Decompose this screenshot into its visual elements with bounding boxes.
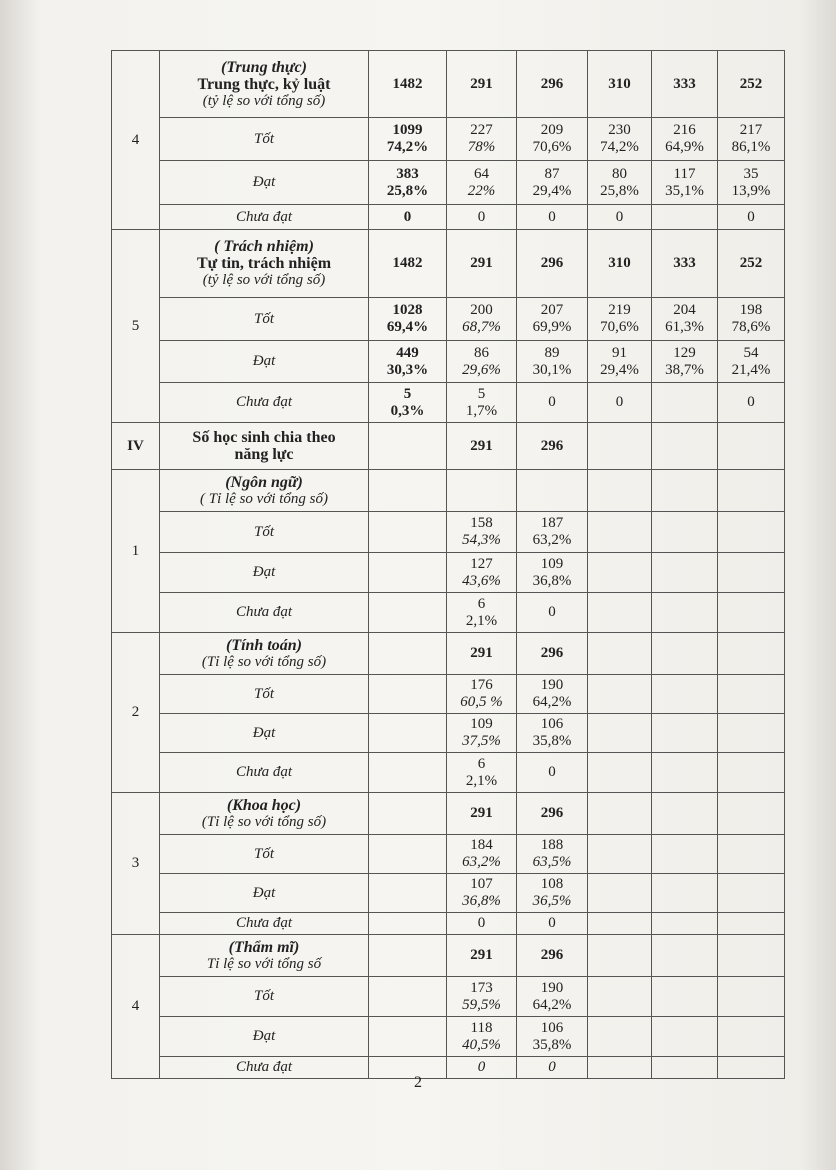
value-cell: 449 30,3% (369, 341, 447, 383)
level-label: Đạt (160, 341, 369, 383)
value-cell: 1099 74,2% (369, 118, 447, 161)
level-label: Đạt (160, 714, 369, 753)
total-cell: 333 (652, 230, 718, 298)
empty-cell (718, 423, 785, 470)
value-cell: 35 13,9% (718, 161, 785, 205)
total-cell: 291 (447, 423, 517, 470)
total-cell: 296 (517, 423, 588, 470)
total-cell: 296 (517, 51, 588, 118)
value-cell: 198 78,6% (718, 298, 785, 341)
value-cell: 0 (517, 753, 588, 793)
level-label: Chưa đạt (160, 205, 369, 230)
criterion-header: (Thẩm mĩ) Tỉ lệ so với tổng số (160, 935, 369, 977)
table-row (112, 913, 785, 935)
value-cell: 109 37,5% (447, 714, 517, 753)
level-label: Tốt (160, 675, 369, 714)
value-cell: 188 63,5% (517, 835, 588, 874)
total-cell: 291 (447, 935, 517, 977)
table-row (112, 977, 785, 1017)
value-cell: 1028 69,4% (369, 298, 447, 341)
total-cell: 291 (447, 51, 517, 118)
level-label: Đạt (160, 1017, 369, 1057)
table-row (112, 714, 785, 753)
value-cell: 127 43,6% (447, 553, 517, 593)
level-label: Tốt (160, 512, 369, 553)
value-cell: 200 68,7% (447, 298, 517, 341)
total-cell: 1482 (369, 51, 447, 118)
value-cell: 0 (718, 383, 785, 423)
value-cell: 173 59,5% (447, 977, 517, 1017)
value-cell: 117 35,1% (652, 161, 718, 205)
total-cell: 296 (517, 633, 588, 675)
total-cell: 291 (447, 633, 517, 675)
level-label: Chưa đạt (160, 1057, 369, 1079)
page-number: 2 (414, 1074, 422, 1091)
table-row (112, 341, 785, 383)
value-cell: 0 (517, 205, 588, 230)
total-cell: 291 (447, 230, 517, 298)
value-cell: 129 38,7% (652, 341, 718, 383)
level-label: Tốt (160, 298, 369, 341)
level-label: Chưa đạt (160, 753, 369, 793)
criterion-header: ( Trách nhiệm) Tự tin, trách nhiệm (tỷ lệ so với tổng số) (160, 230, 369, 298)
table-row (112, 753, 785, 793)
total-cell: 252 (718, 230, 785, 298)
level-label: Tốt (160, 977, 369, 1017)
statistics-table (111, 50, 785, 1079)
value-cell: 204 61,3% (652, 298, 718, 341)
value-cell: 87 29,4% (517, 161, 588, 205)
value-cell: 80 25,8% (588, 161, 652, 205)
value-cell: 0 (369, 205, 447, 230)
table-row (112, 161, 785, 205)
criterion-header: (Ngôn ngữ) ( Tỉ lệ so với tổng số) (160, 470, 369, 512)
level-label: Đạt (160, 553, 369, 593)
table-row (112, 1017, 785, 1057)
table-row (112, 118, 785, 161)
table-row (112, 874, 785, 913)
value-cell: 190 64,2% (517, 675, 588, 714)
empty-cell (652, 423, 718, 470)
value-cell: 219 70,6% (588, 298, 652, 341)
level-label: Tốt (160, 118, 369, 161)
value-cell: 230 74,2% (588, 118, 652, 161)
total-cell: 296 (517, 935, 588, 977)
empty-cell (588, 423, 652, 470)
row-index: 2 (112, 633, 160, 793)
total-cell: 310 (588, 51, 652, 118)
value-cell: 383 25,8% (369, 161, 447, 205)
table-row (112, 298, 785, 341)
row-index: 4 (112, 935, 160, 1079)
value-cell: 0 (517, 593, 588, 633)
value-cell (652, 383, 718, 423)
value-cell: 0 (588, 383, 652, 423)
value-cell: 106 35,8% (517, 1017, 588, 1057)
row-index: 4 (112, 51, 160, 230)
value-cell: 217 86,1% (718, 118, 785, 161)
total-cell: 296 (517, 793, 588, 835)
level-label: Chưa đạt (160, 593, 369, 633)
table-row (112, 675, 785, 714)
value-cell: 5 1,7% (447, 383, 517, 423)
value-cell: 0 (718, 205, 785, 230)
row-index: 3 (112, 793, 160, 935)
value-cell: 0 (517, 383, 588, 423)
table-row (112, 633, 785, 675)
value-cell: 0 (447, 205, 517, 230)
value-cell: 0 (447, 1057, 517, 1079)
level-label: Chưa đạt (160, 383, 369, 423)
value-cell: 0 (447, 913, 517, 935)
table-row (112, 935, 785, 977)
table-row (112, 230, 785, 298)
value-cell: 187 63,2% (517, 512, 588, 553)
table-row (112, 470, 785, 512)
level-label: Đạt (160, 874, 369, 913)
row-index: 1 (112, 470, 160, 633)
value-cell: 54 21,4% (718, 341, 785, 383)
total-cell: 333 (652, 51, 718, 118)
table-row (112, 51, 785, 118)
table-row (112, 553, 785, 593)
value-cell: 86 29,6% (447, 341, 517, 383)
value-cell: 190 64,2% (517, 977, 588, 1017)
value-cell: 227 78% (447, 118, 517, 161)
table-row (112, 835, 785, 874)
level-label: Chưa đạt (160, 913, 369, 935)
value-cell: 0 (517, 1057, 588, 1079)
level-label: Đạt (160, 161, 369, 205)
row-index: 5 (112, 230, 160, 423)
criterion-header: (Tính toán) (Tỉ lệ so với tổng số) (160, 633, 369, 675)
value-cell: 5 0,3% (369, 383, 447, 423)
table-row (112, 205, 785, 230)
value-cell: 109 36,8% (517, 553, 588, 593)
empty-cell (369, 423, 447, 470)
value-cell: 216 64,9% (652, 118, 718, 161)
table-row (112, 793, 785, 835)
total-cell: 1482 (369, 230, 447, 298)
table-row (112, 512, 785, 553)
value-cell: 0 (517, 913, 588, 935)
total-cell: 252 (718, 51, 785, 118)
value-cell: 6 2,1% (447, 753, 517, 793)
value-cell: 6 2,1% (447, 593, 517, 633)
value-cell: 64 22% (447, 161, 517, 205)
criterion-header: (Khoa học) (Tỉ lệ so với tổng số) (160, 793, 369, 835)
value-cell: 158 54,3% (447, 512, 517, 553)
total-cell: 296 (517, 230, 588, 298)
table-row (112, 423, 785, 470)
value-cell: 108 36,5% (517, 874, 588, 913)
value-cell: 184 63,2% (447, 835, 517, 874)
total-cell: 291 (447, 793, 517, 835)
value-cell: 107 36,8% (447, 874, 517, 913)
total-cell: 310 (588, 230, 652, 298)
level-label: Tốt (160, 835, 369, 874)
table-row (112, 383, 785, 423)
value-cell: 91 29,4% (588, 341, 652, 383)
section-index: IV (112, 423, 160, 470)
value-cell: 0 (588, 205, 652, 230)
value-cell: 176 60,5 % (447, 675, 517, 714)
value-cell: 207 69,9% (517, 298, 588, 341)
value-cell: 106 35,8% (517, 714, 588, 753)
criterion-header: (Trung thực) Trung thực, kỷ luật (tỷ lệ so với tổng số) (160, 51, 369, 118)
value-cell (652, 205, 718, 230)
value-cell: 118 40,5% (447, 1017, 517, 1057)
value-cell: 209 70,6% (517, 118, 588, 161)
section-header: Số học sinh chia theo năng lực (160, 423, 369, 470)
value-cell: 89 30,1% (517, 341, 588, 383)
table-row (112, 593, 785, 633)
